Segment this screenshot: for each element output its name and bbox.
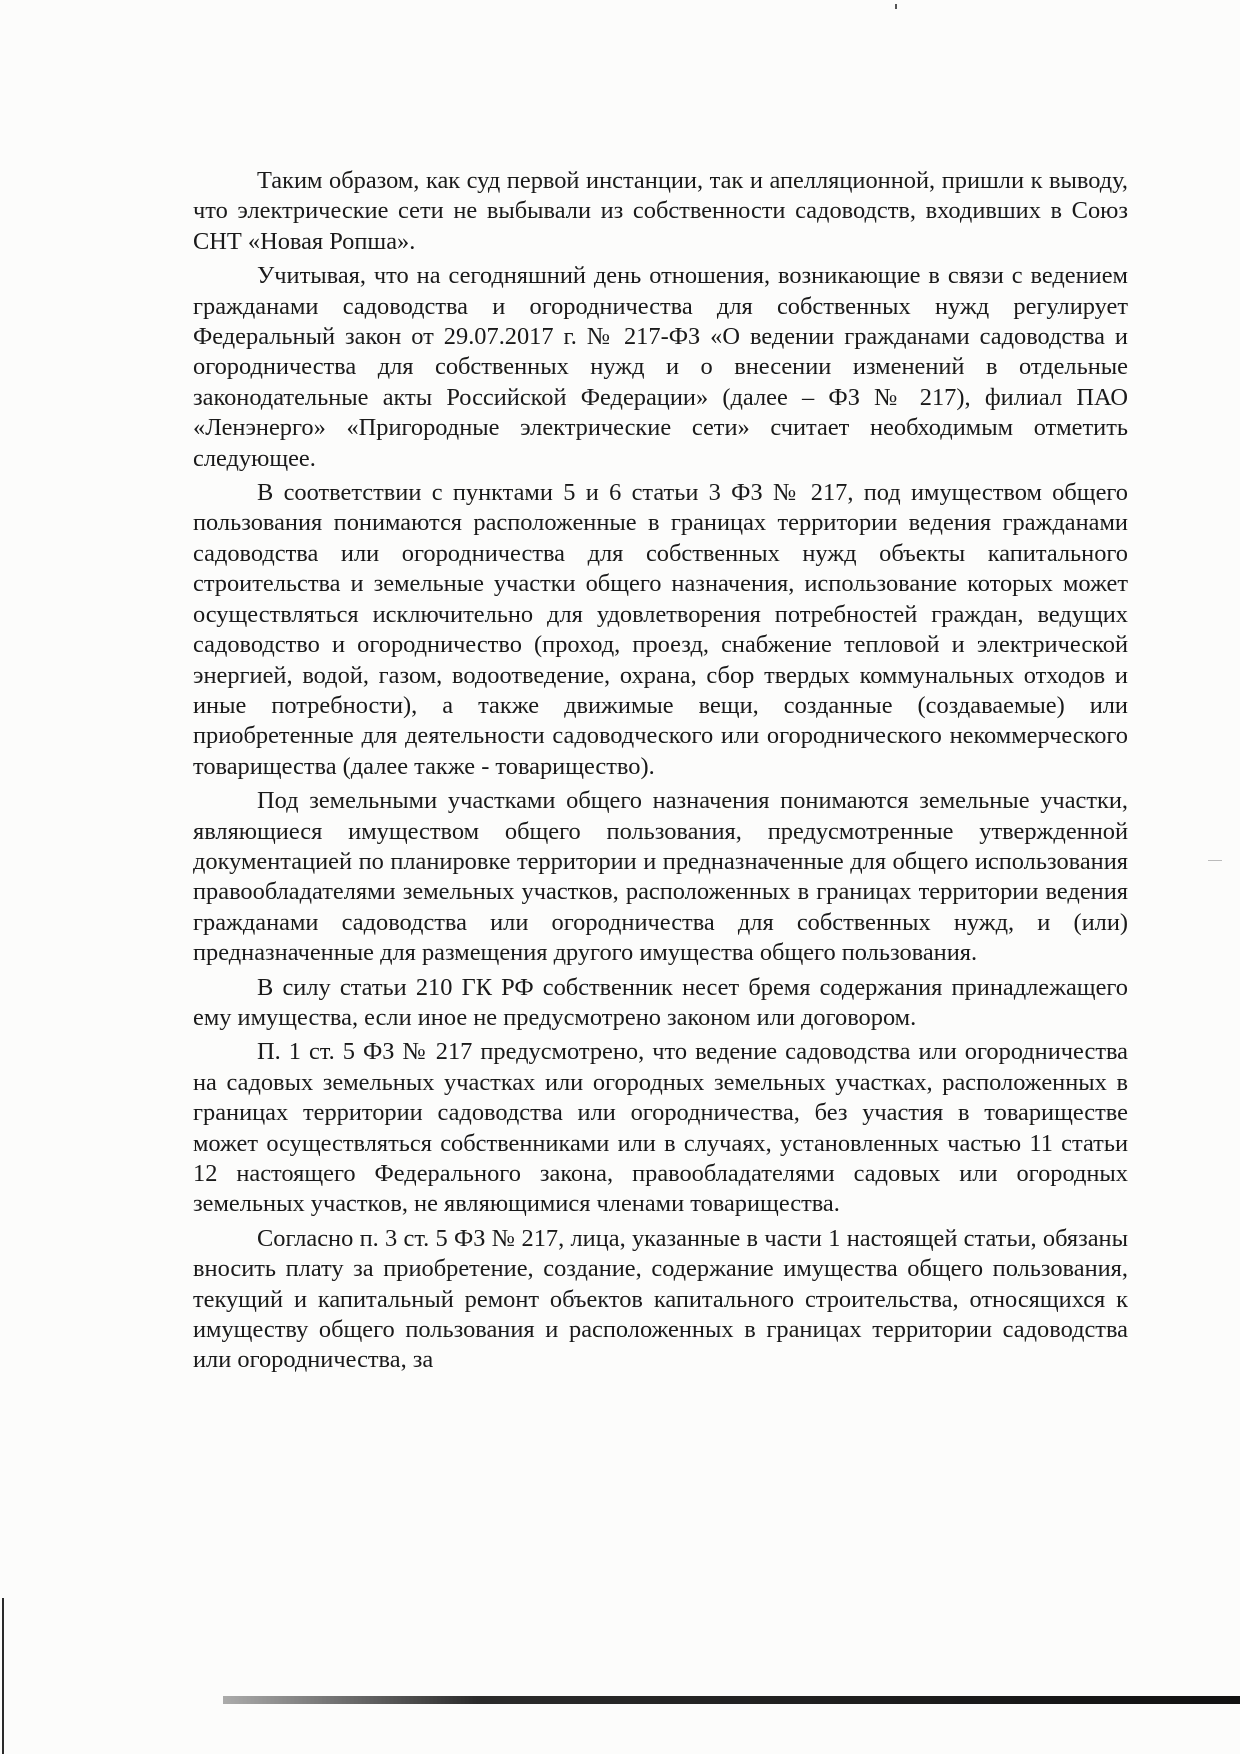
paragraph-conclusion: Таким образом, как суд первой инстанции, так и апелляционной, пришли к выводу, что электрические сети не выбывали из собственности садоводств, входивших в Союз СНТ «Новая Ропша». [193, 167, 1128, 255]
paragraph-common-land: Под земельными участками общего назначения понимаются земельные участки, являющиеся имуществом общего пользования, предусмотренные утвержденной документацией по планировке территории и предназначенные для общего использования правообладателями земельных участков, расположенных в границах территории ведения гражданами садоводства или огородничества для собственных нужд, и (или) предназначенные для размещения другого имущества общего пользования. [193, 787, 1128, 967]
scan-speck [1208, 860, 1222, 861]
paragraph-federal-law: Учитывая, что на сегодняшний день отношения, возникающие в связи с ведением гражданами садоводства и огородничества для собственных нужд регулирует Федеральный закон от 29.07.2017 г. № 217-ФЗ «О ведении гражданами садоводства и огородничества для собственных нужд и о внесении изменений в отдельные законодательные акты Российской Федерации» (далее – ФЗ № 217), филиал ПАО «Ленэнерго» «Пригородные электрические сети» считает необходимым отметить следующее. [193, 262, 1128, 472]
document-body [193, 166, 1128, 1376]
paragraph-article-5-p3: Согласно п. 3 ст. 5 ФЗ № 217, лица, указанные в части 1 настоящей статьи, обязаны вносить плату за приобретение, создание, содержание имущества общего пользования, текущий и капитальный ремонт объектов капитального строительства, относящихся к имуществу общего пользования и расположенных в границах территории садоводства или огородничества, за [193, 1224, 1128, 1374]
scan-bottom-shadow [223, 1696, 1240, 1704]
scan-edge-shadow [2, 1598, 4, 1754]
paragraph-article-5-p1: П. 1 ст. 5 ФЗ № 217 предусмотрено, что ведение садоводства или огородничества на садовых земельных участках или огородных земельных участках, расположенных в границах территории садоводства или огородничества, без участия в товариществе может осуществляться собственниками или в случаях, установленных частью 11 статьи 12 настоящего Федерального закона, правообладателями садовых или огородных земельных участков, не являющимися членами товарищества. [193, 1038, 1128, 1218]
paragraph-common-property: В соответствии с пунктами 5 и 6 статьи 3 ФЗ № 217, под имуществом общего пользования понимаются расположенные в границах территории ведения гражданами садоводства или огородничества для собственных нужд объекты капитального строительства и земельные участки общего назначения, использование которых может осуществляться исключительно для удовлетворения потребностей граждан, ведущих садоводство и огородничество (проход, проезд, снабжение тепловой и электрической энергией, водой, газом, водоотведение, охрана, сбор твердых коммунальных отходов и иные потребности), а также движимые вещи, созданные (создаваемые) или приобретенные для деятельности садоводческого или огороднического некоммерческого товарищества (далее также - товарищество). [193, 479, 1128, 780]
paragraph-article-210: В силу статьи 210 ГК РФ собственник несет бремя содержания принадлежащего ему имущества, если иное не предусмотрено законом или договором. [193, 973, 1128, 1031]
scan-speck [895, 4, 897, 9]
